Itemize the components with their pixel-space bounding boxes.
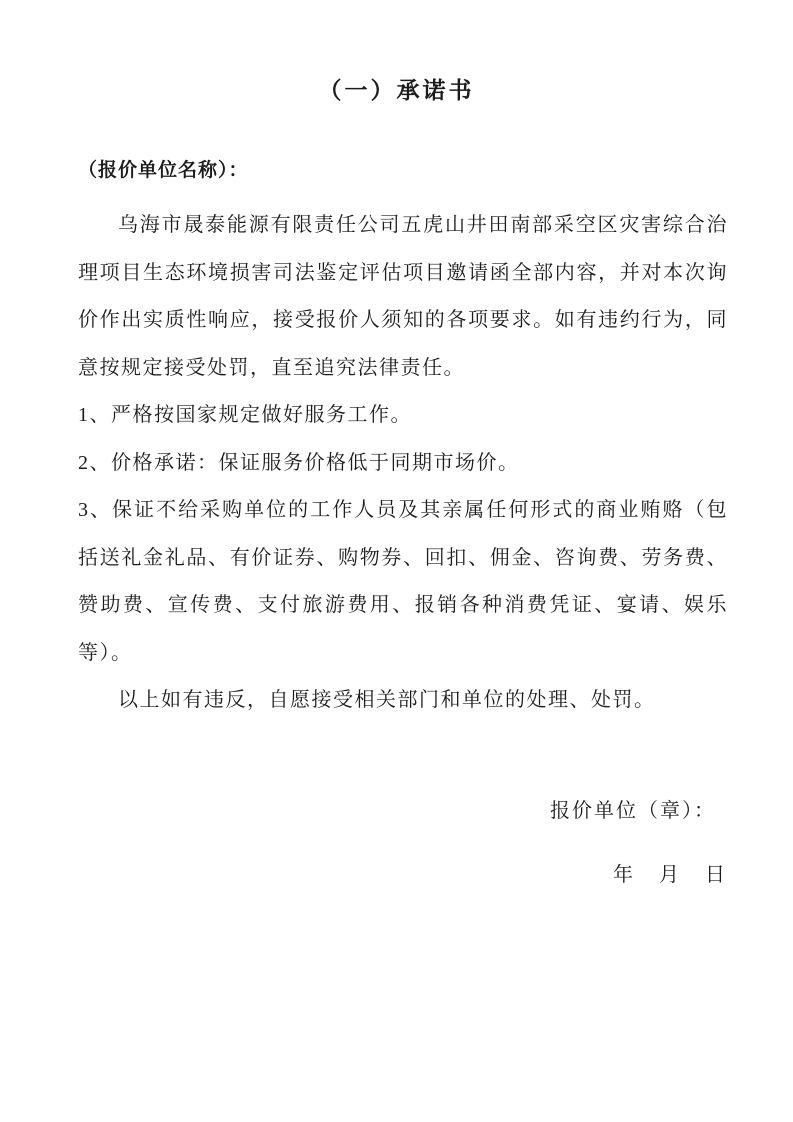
intro-paragraph: 乌海市晟泰能源有限责任公司五虎山井田南部采空区灾害综合治理项目生态环境损害司法鉴定评估项目邀请函全部内容，并对本次询价作出实质性响应，接受报价人须知的各项要求。如有违约行为，同意按规定接受处罚，直至追究法律责任。 — [78, 214, 728, 379]
commitment-item-2: 2、价格承诺：保证服务价格低于同期市场价。 — [78, 451, 520, 474]
document-title: （一）承诺书 — [318, 78, 475, 103]
commitment-item-1: 1、严格按国家规定做好服务工作。 — [78, 404, 412, 426]
signature-date-line: 年 月 日 — [613, 864, 728, 886]
closing-paragraph: 以上如有违反，自愿接受相关部门和单位的处理、处罚。 — [118, 689, 656, 711]
document-body — [78, 158, 728, 900]
signature-unit-label: 报价单位（章）： — [550, 799, 716, 822]
quoter-name-label: （报价单位名称）： — [78, 160, 249, 181]
commitment-item-3: 3、保证不给采购单位的工作人员及其亲属任何形式的商业贿赂（包括送礼金礼品、有价证券、购物券、回扣、佣金、咨询费、劳务费、赞助费、宣传费、支付旅游费用、报销各种消费凭证、宴请、娱乐等）。 — [78, 499, 728, 664]
